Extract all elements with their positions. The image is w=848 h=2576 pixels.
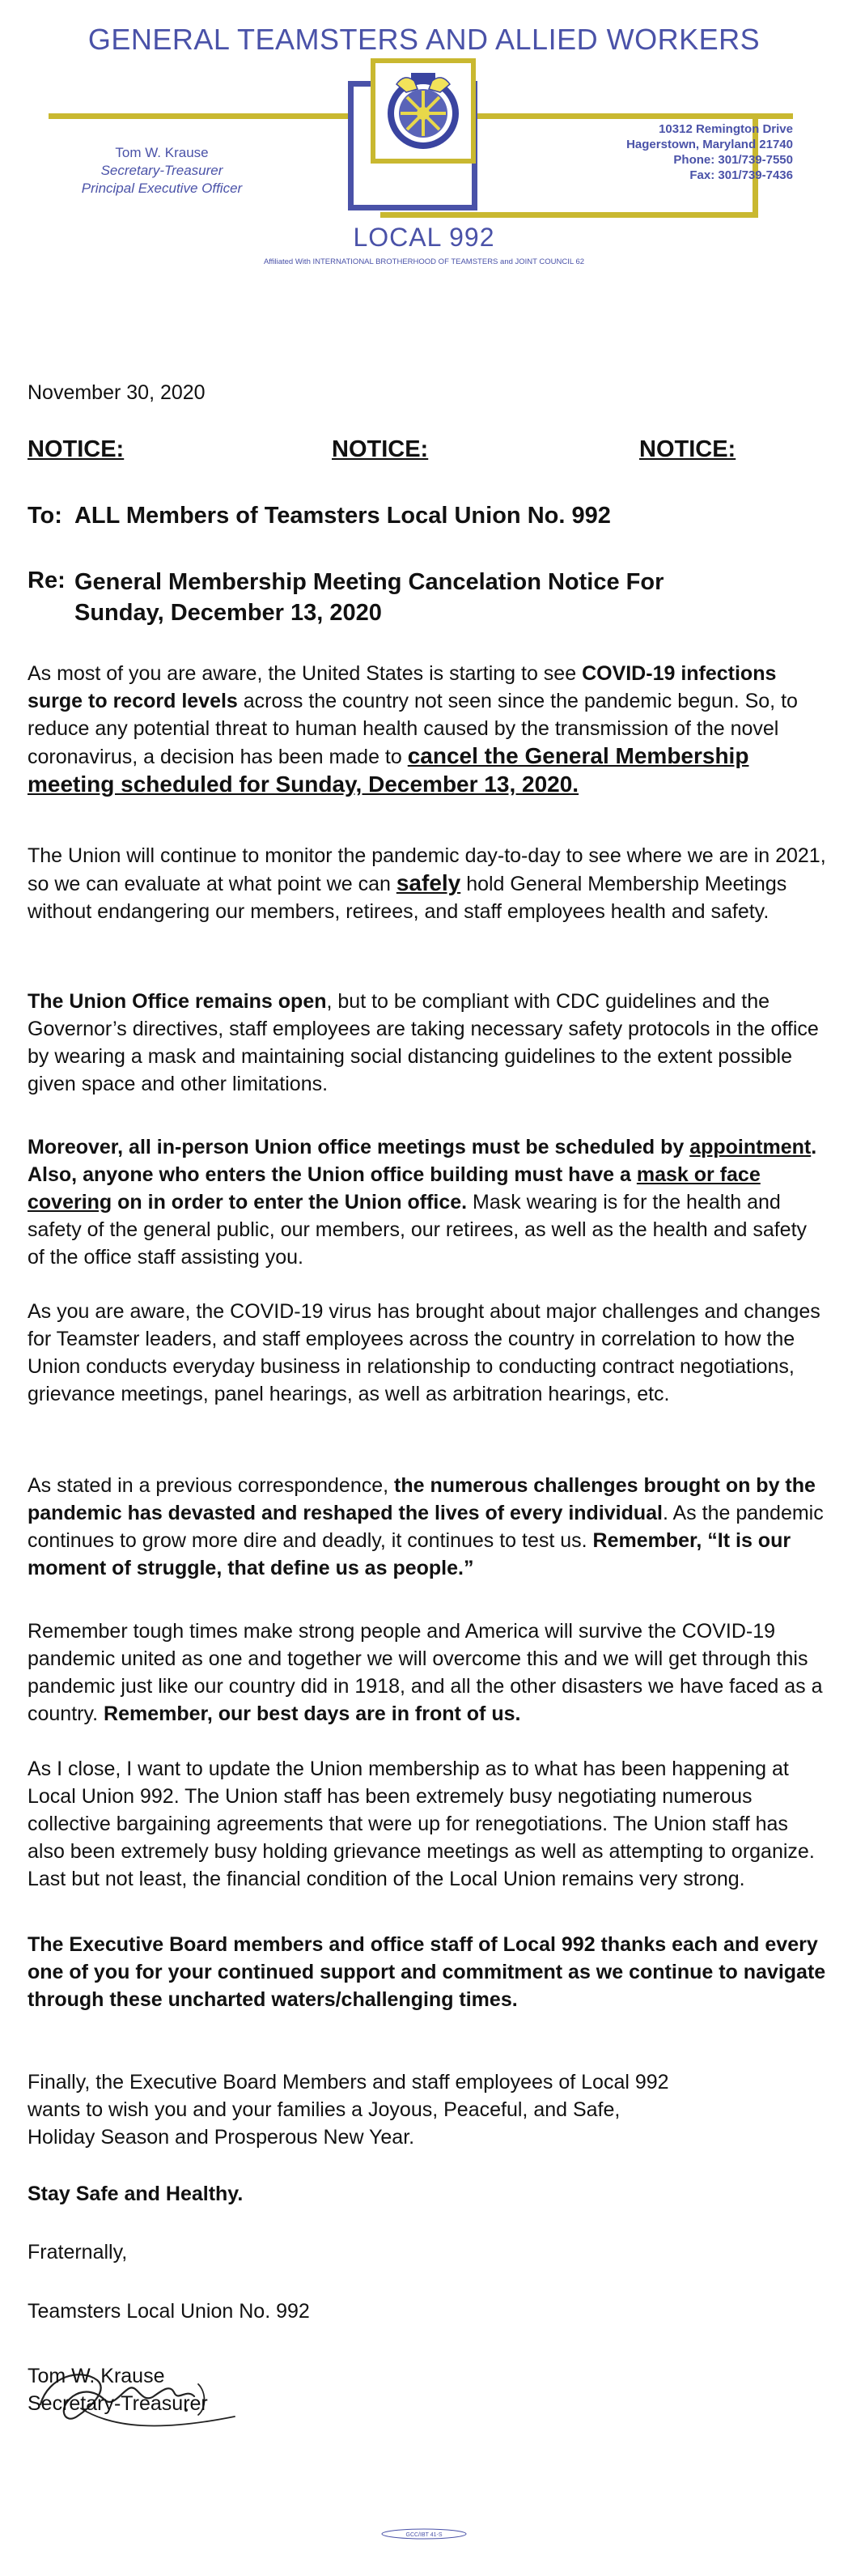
signature-title: Secretary-Treasurer xyxy=(28,2392,208,2415)
officer-title-2: Principal Executive Officer xyxy=(81,181,243,196)
paragraph-emphasis: The Executive Board members and office staff of Local 992 thanks each and every one of you for your continued support and commitment as we continue to navigate through these uncharted waters/challenging times. xyxy=(28,1933,826,2011)
paragraph-line: wants to wish you and your families a Joyous, Peaceful, and Safe, xyxy=(28,2098,621,2121)
officer-title: Secretary-Treasurer xyxy=(100,163,223,178)
signature-name: Tom W. Krause xyxy=(28,2365,165,2387)
signature-organization: Teamsters Local Union No. 992 xyxy=(28,2300,310,2323)
paragraph-emphasis: . Also, anyone who enters the Union office building must have a xyxy=(28,1136,817,1186)
letterhead-address xyxy=(566,121,793,183)
paragraph-emphasis: COVID-19 infections surge to record levels xyxy=(28,662,777,712)
paragraph-emphasis: Remember, our best days are in front of us. xyxy=(104,1702,521,1725)
letterhead-gold-rule-lower xyxy=(380,212,758,218)
paragraph-challenges xyxy=(28,1298,829,1408)
notice-label: NOTICE: xyxy=(28,436,125,462)
paragraph-line: Finally, the Executive Board Members and staff employees of Local 992 xyxy=(28,2071,669,2094)
letter-date: November 30, 2020 xyxy=(28,381,206,404)
paragraph-text: As I close, I want to update the Union membership as to what has been happening at Local Union 992. The Union staff has been extremely busy negotiating numerous collective bargaining agreements that were up for renegotiations. The Union staff has also been extremely busy holding grievance meetings as well as attempting to organize. Last but not least, the financial condition of the Local Union remains very strong. xyxy=(28,1758,815,1890)
letterhead-affiliation: Affiliated With INTERNATIONAL BROTHERHOOD OF TEAMSTERS and JOINT COUNCIL 62 xyxy=(263,257,585,266)
paragraph-emphasis: on in order to enter the Union office. xyxy=(112,1191,468,1214)
address-phone: Phone: 301/739-7550 xyxy=(673,153,793,167)
paragraph-text: Remember tough times make strong people and America will survive the COVID-19 pandemic united as one and together we will overcome this and we will get through this pandemic just like our country did in 1918, and all the other disasters we have faced as a country. xyxy=(28,1620,823,1725)
paragraph-emphasis: appointment xyxy=(689,1136,812,1158)
notice-label: NOTICE: xyxy=(332,436,429,462)
re-subject-line: General Membership Meeting Cancelation Notice For xyxy=(74,569,664,595)
paragraph-holiday-wishes xyxy=(28,2068,829,2151)
re-subject-line: Sunday, December 13, 2020 xyxy=(74,600,382,626)
paragraph-appointments xyxy=(28,1133,829,1271)
paragraph-emphasis: cancel the General Membership meeting scheduled for Sunday, December 13, 2020. xyxy=(28,743,749,797)
paragraph-emphasis: mask or face covering xyxy=(28,1163,761,1214)
re-subject xyxy=(74,567,664,628)
letterhead-organization: GENERAL TEAMSTERS AND ALLIED WORKERS xyxy=(87,23,761,56)
paragraph-emphasis: Moreover, all in-person Union office meetings must be scheduled by xyxy=(28,1136,690,1158)
paragraph-text: As most of you are aware, the United States is starting to see xyxy=(28,662,583,685)
closing: Fraternally, xyxy=(28,2241,128,2264)
paragraph-previous-correspondence xyxy=(28,1472,829,1582)
address-street: 10312 Remington Drive xyxy=(659,122,793,136)
address-fax: Fax: 301/739-7436 xyxy=(689,168,793,182)
paragraph-text: hold General Membership Meetings without endangering our members, retirees, and staff employees health and safety. xyxy=(28,873,787,923)
paragraph-emphasis: Remember, “It is our moment of struggle, that define us as people.” xyxy=(28,1529,791,1579)
stay-safe: Stay Safe and Healthy. xyxy=(28,2183,244,2205)
paragraph-thanks xyxy=(28,1931,829,2013)
paragraph-text: across the country not seen since the pandemic begun. So, to reduce any potential threat to human health caused by the transmission of the novel coronavirus, a decision has been made to xyxy=(28,690,798,768)
paragraph-emphasis: safely xyxy=(396,870,461,895)
to-label: To: xyxy=(28,503,62,529)
teamsters-logo-icon xyxy=(379,66,468,155)
letterhead-local: LOCAL 992 xyxy=(353,223,495,252)
union-bug-icon xyxy=(380,2528,468,2540)
paragraph-text: Mask wearing is for the health and safety of the general public, our members, our retirees, as well as the health and safety of the office staff assisting you. xyxy=(28,1191,808,1269)
to-text: ALL Members of Teamsters Local Union No. 992 xyxy=(74,503,611,529)
paragraph-text: , but to be compliant with CDC guidelines and the Governor’s directives, staff employees are taking necessary safety protocols in the office by wearing a mask and maintaining social distancing guidelines to the extent possible given space and other limitations. xyxy=(28,990,819,1095)
officer-name: Tom W. Krause xyxy=(115,145,209,160)
paragraph-office-open xyxy=(28,988,829,1098)
paragraph-tough-times xyxy=(28,1617,829,1728)
letterhead-officer xyxy=(57,144,267,198)
paragraph-monitor xyxy=(28,842,829,925)
paragraph-text: As you are aware, the COVID-19 virus has brought about major challenges and changes for Teamster leaders, and staff employees across the country in correlation to how the Union conducts everyday business in relationship to conducting contract negotiations, grievance meetings, panel hearings, as well as arbitration hearings, etc. xyxy=(28,1300,820,1405)
to-line xyxy=(28,502,611,529)
paragraph-text: The Union will continue to monitor the pandemic day-to-day to see where we are in 2021, so we can evaluate at what point we can xyxy=(28,844,826,895)
re-label: Re: xyxy=(28,567,66,593)
notice-label: NOTICE: xyxy=(639,436,736,462)
paragraph-emphasis: the numerous challenges brought on by the pandemic has devasted and reshaped the lives of every individual xyxy=(28,1474,816,1524)
paragraph-text: . As the pandemic continues to grow more dire and deadly, it continues to test us. xyxy=(28,1502,824,1552)
paragraph-line: Holiday Season and Prosperous New Year. xyxy=(28,2126,415,2149)
signature-block xyxy=(28,2362,208,2417)
union-bug-label: GCC/IBT 41-S xyxy=(405,2532,443,2538)
paragraph-update xyxy=(28,1755,829,1893)
paragraph-text: As stated in a previous correspondence, xyxy=(28,1474,395,1497)
paragraph-emphasis: The Union Office remains open xyxy=(28,990,327,1013)
paragraph-covid-surge xyxy=(28,660,829,799)
address-city: Hagerstown, Maryland 21740 xyxy=(626,138,793,151)
